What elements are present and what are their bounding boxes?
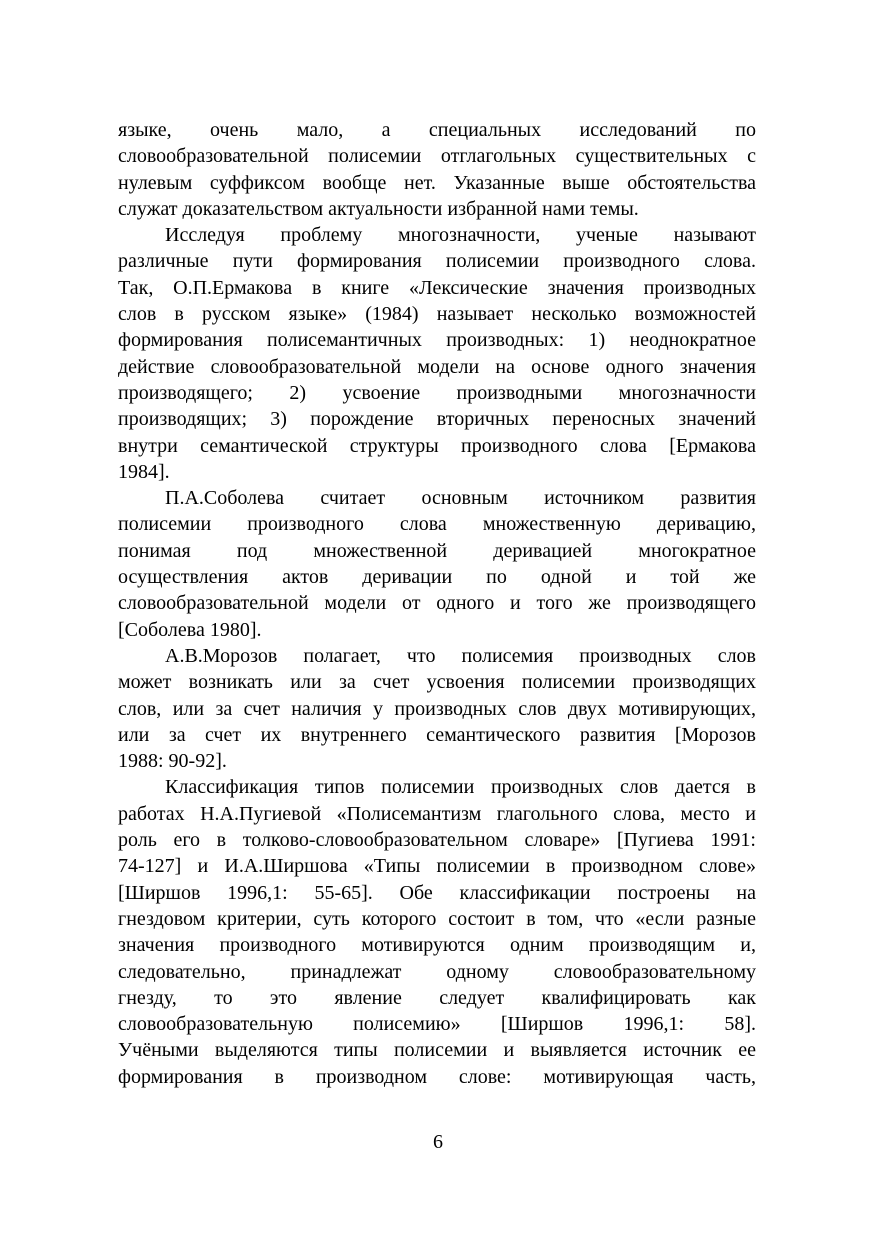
text-line: служат доказательством актуальности избранной нами темы. xyxy=(118,197,639,220)
text-line: слов, или за счет наличия у производных слов двух мотивирующих, xyxy=(118,697,756,720)
text-line: словообразовательную полисемию» [Ширшов 1996,1: 58]. xyxy=(118,1013,756,1036)
text-line: Так, О.П.Ермакова в книге «Лексические значения производных xyxy=(118,276,756,299)
text-line: слов в русском языке» (1984) называет несколько возможностей xyxy=(118,303,756,326)
text-line: Классификация типов полисемии производных слов дается в xyxy=(165,776,756,799)
paragraph xyxy=(118,222,756,485)
text-line: [Соболева 1980]. xyxy=(118,618,262,641)
body-text xyxy=(118,117,756,1090)
text-line: или за счет их внутреннего семантического развития [Морозов xyxy=(118,723,756,746)
paragraph xyxy=(118,117,756,222)
text-line: формирования в производном слове: мотивирующая часть, xyxy=(118,1065,756,1088)
text-line: роль его в толково-словообразовательном словаре» [Пугиева 1991: xyxy=(118,829,756,852)
text-line: внутри семантической структуры производного слова [Ермакова xyxy=(118,434,756,457)
text-line: нулевым суффиксом вообще нет. Указанные выше обстоятельства xyxy=(118,171,756,194)
text-line: [Ширшов 1996,1: 55-65]. Обе классификации построены на xyxy=(118,881,756,904)
text-line: осуществления актов деривации по одной и той же xyxy=(118,566,756,589)
page-number: 6 xyxy=(433,1131,443,1153)
text-line: формирования полисемантичных производных: 1) неоднократное xyxy=(118,329,756,352)
text-line: словообразовательной полисемии отглагольных существительных с xyxy=(118,145,756,168)
text-line: производящих; 3) порождение вторичных переносных значений xyxy=(118,408,756,431)
text-line: гнездовом критерии, суть которого состоит в том, что «если разные xyxy=(118,907,756,930)
text-line: А.В.Морозов полагает, что полисемия производных слов xyxy=(165,644,756,667)
text-line: словообразовательной модели от одного и того же производящего xyxy=(118,592,756,615)
text-line: понимая под множественной деривацией многократное xyxy=(118,539,756,562)
paragraph xyxy=(118,643,756,774)
text-line: П.А.Соболева считает основным источником развития xyxy=(165,487,756,510)
text-line: языке, очень мало, а специальных исследований по xyxy=(118,119,756,141)
text-line: работах Н.А.Пугиевой «Полисемантизм глагольного слова, место и xyxy=(118,802,756,825)
text-line: 74-127] и И.А.Ширшова «Типы полисемии в производном слове» xyxy=(118,855,756,878)
text-line: 1984]. xyxy=(118,460,170,483)
text-line: следовательно, принадлежат одному словообразовательному xyxy=(118,960,756,983)
text-line: производящего; 2) усвоение производными многозначности xyxy=(118,381,756,404)
text-line: Исследуя проблему многозначности, ученые называют xyxy=(165,224,756,247)
paragraph xyxy=(118,485,756,643)
text-line: 1988: 90-92]. xyxy=(118,750,227,773)
paragraph xyxy=(118,774,756,1090)
text-line: гнезду, то это явление следует квалифицировать как xyxy=(118,986,756,1009)
text-line: различные пути формирования полисемии производного слова. xyxy=(118,250,756,273)
text-line: Учёными выделяются типы полисемии и выявляется источник ее xyxy=(118,1039,756,1062)
text-line: значения производного мотивируются одним производящим и, xyxy=(118,934,756,957)
text-line: действие словообразовательной модели на основе одного значения xyxy=(118,355,756,378)
text-line: полисемии производного слова множественную деривацию, xyxy=(118,513,756,536)
text-line: может возникать или за счет усвоения полисемии производящих xyxy=(118,671,756,694)
